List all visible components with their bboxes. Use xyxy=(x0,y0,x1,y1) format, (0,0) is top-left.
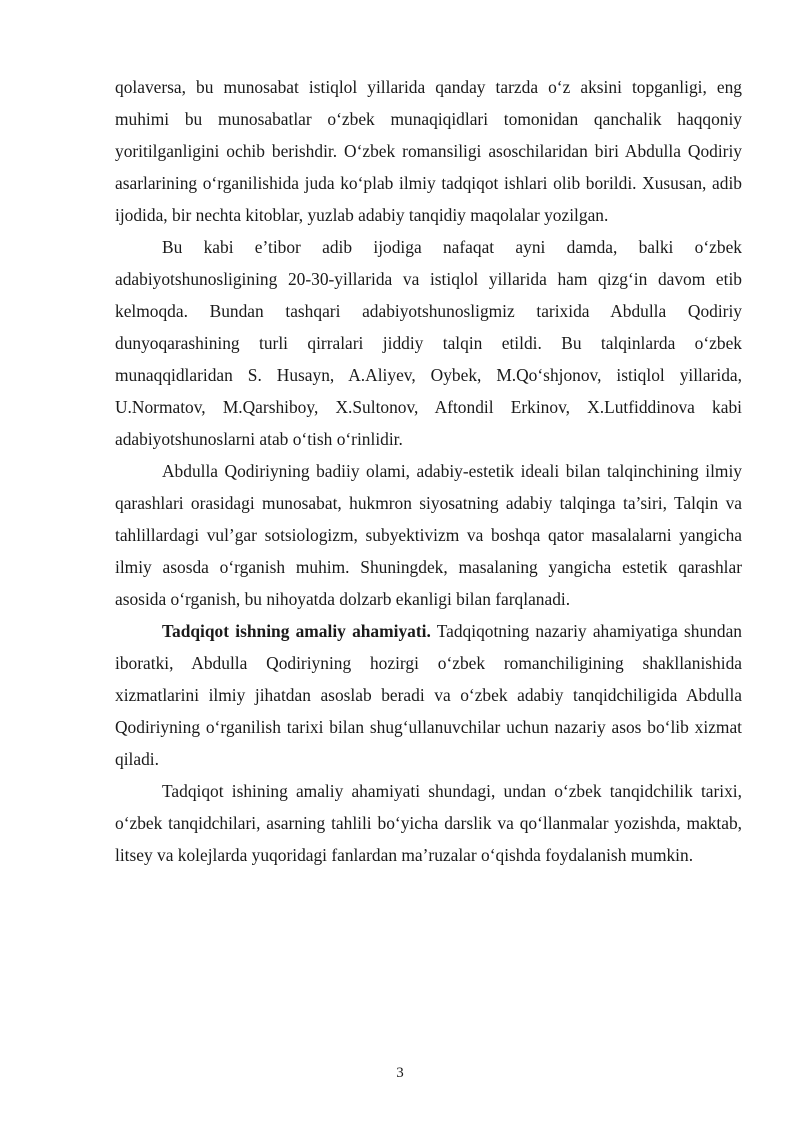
paragraph-3: Abdulla Qodiriyning badiiy olami, adabiy-estetik ideali bilan talqinchining ilmiy qarashlari orasidagi munosabat, hukmron siyosatning adabiy talqinga ta’siri, Talqin va tahlillardagi vul’gar sotsiologizm, subyektivizm va boshqa qator masalalarni yangicha ilmiy asosda o‘rganish muhim. Shuningdek, masalaning yangicha estetik qarashlar asosida o‘rganish, bu nihoyatda dolzarb ekanligi bilan farqlanadi. xyxy=(115,461,742,609)
paragraph-5: Tadqiqot ishining amaliy ahamiyati shundagi, undan o‘zbek tanqidchilik tarixi, o‘zbek tanqidchilari, asarning tahlili bo‘yicha darslik va qo‘llanmalar yozishda, maktab, litsey va kolejlarda yuqoridagi fanlardan ma’ruzalar o‘qishda foydalanish mumkin. xyxy=(115,781,742,865)
page-number: 3 xyxy=(396,1065,404,1081)
paragraph-2: Bu kabi e’tibor adib ijodiga nafaqat ayni damda, balki o‘zbek adabiyotshunosligining 20-30-yillarida va istiqlol yillarida ham qizg‘in davom etib kelmoqda. Bundan tashqari adabiyotshunosligmiz tarixida Abdulla Qodiriy dunyoqarashining turli qirralari jiddiy talqin etildi. Bu talqinlarda o‘zbek munaqqidlaridan S. Husayn, A.Aliyev, Oybek, M.Qo‘shjonov, istiqlol yillarida, U.Normatov, M.Qarshiboy, X.Sultonov, Aftondil Erkinov, X.Lutfiddinova kabi adabiyotshunoslarni atab o‘tish o‘rinlidir. xyxy=(115,237,742,449)
paragraph-4 xyxy=(115,615,742,775)
section-heading: Tadqiqot ishning amaliy ahamiyati. xyxy=(162,621,431,641)
paragraph-4-body: Tadqiqotning nazariy ahamiyatiga shundan iboratki, Abdulla Qodiriyning hozirgi o‘zbek romanchiligining shakllanishida xizmatlarini ilmiy jihatdan asoslab beradi va o‘zbek adabiy tanqidchiligida Abdulla Qodiriyning o‘rganilish tarixi bilan shug‘ullanuvchilar uchun nazariy asos bo‘lib xizmat qiladi. xyxy=(115,621,742,769)
document-body xyxy=(115,71,742,871)
paragraph-1: qolaversa, bu munosabat istiqlol yillarida qanday tarzda o‘z aksini topganligi, eng muhimi bu munosabatlar o‘zbek munaqiqidlari tomonidan qanchalik haqqoniy yoritilganligini ochib berishdir. O‘zbek romansiligi asoschilaridan biri Abdulla Qodiriy asarlarining o‘rganilishida juda ko‘plab ilmiy tadqiqot ishlari olib borildi. Xususan, adib ijodida, bir nechta kitoblar, yuzlab adabiy tanqidiy maqolalar yozilgan. xyxy=(115,77,742,225)
